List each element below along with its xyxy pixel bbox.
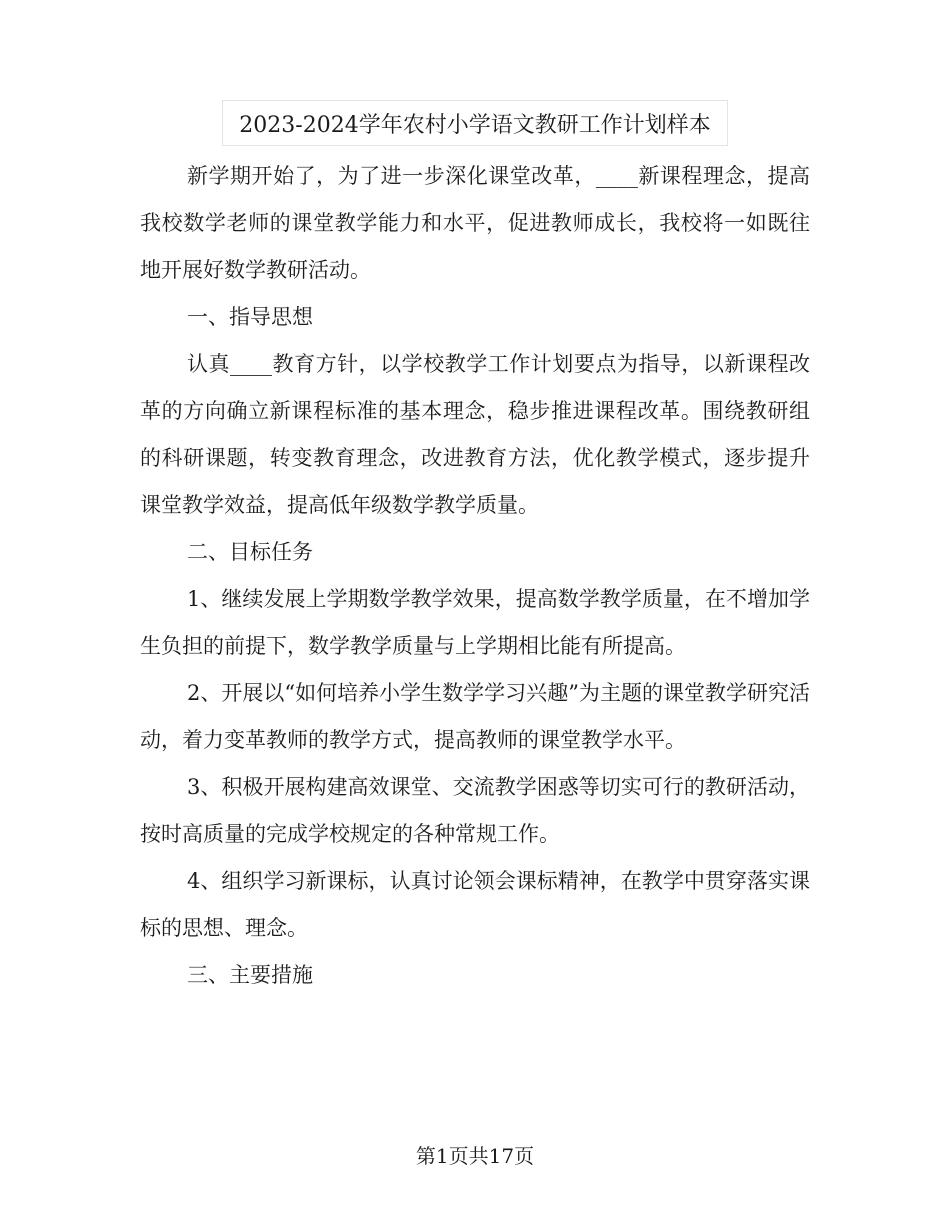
intro-paragraph: 新学期开始了，为了进一步深化课堂改革，____新课程理念，提高我校数学老师的课堂教学能力和水平，促进教师成长，我校将一如既往地开展好数学教研活动。: [140, 164, 810, 282]
document-title: 2023-2024学年农村小学语文教研工作计划样本: [239, 112, 711, 138]
guiding-thought-paragraph: 认真____教育方针，以学校教学工作计划要点为指导，以新课程改革的方向确立新课程标准的基本理念，稳步推进课程改革。围绕教研组的科研课题，转变教育理念，改进教育方法，优化教学模式，逐步提升课堂教学效益，提高低年级数学教学质量。: [140, 352, 810, 517]
section-heading-goals: 二、目标任务: [187, 540, 313, 564]
page-number-footer: 第1页共17页: [415, 1144, 535, 1168]
goal-item-2: 2、开展以“如何培养小学生数学学习兴趣”为主题的课堂教学研究活动，着力变革教师的教学方式，提高教师的课堂教学水平。: [140, 681, 810, 752]
goal-item-3: 3、积极开展构建高效课堂、交流教学困惑等切实可行的教研活动，按时高质量的完成学校规定的各种常规工作。: [140, 775, 810, 846]
goal-item-4: 4、组织学习新课标，认真讨论领会课标精神，在教学中贯穿落实课标的思想、理念。: [140, 869, 810, 940]
section-heading-measures: 三、主要措施: [187, 963, 313, 987]
section-heading-guiding-thought: 一、指导思想: [187, 305, 313, 329]
goal-item-1: 1、继续发展上学期数学教学效果，提高数学教学质量，在不增加学生负担的前提下，数学教学质量与上学期相比能有所提高。: [140, 587, 810, 658]
document-body: [140, 153, 810, 999]
title-box: [222, 100, 728, 146]
